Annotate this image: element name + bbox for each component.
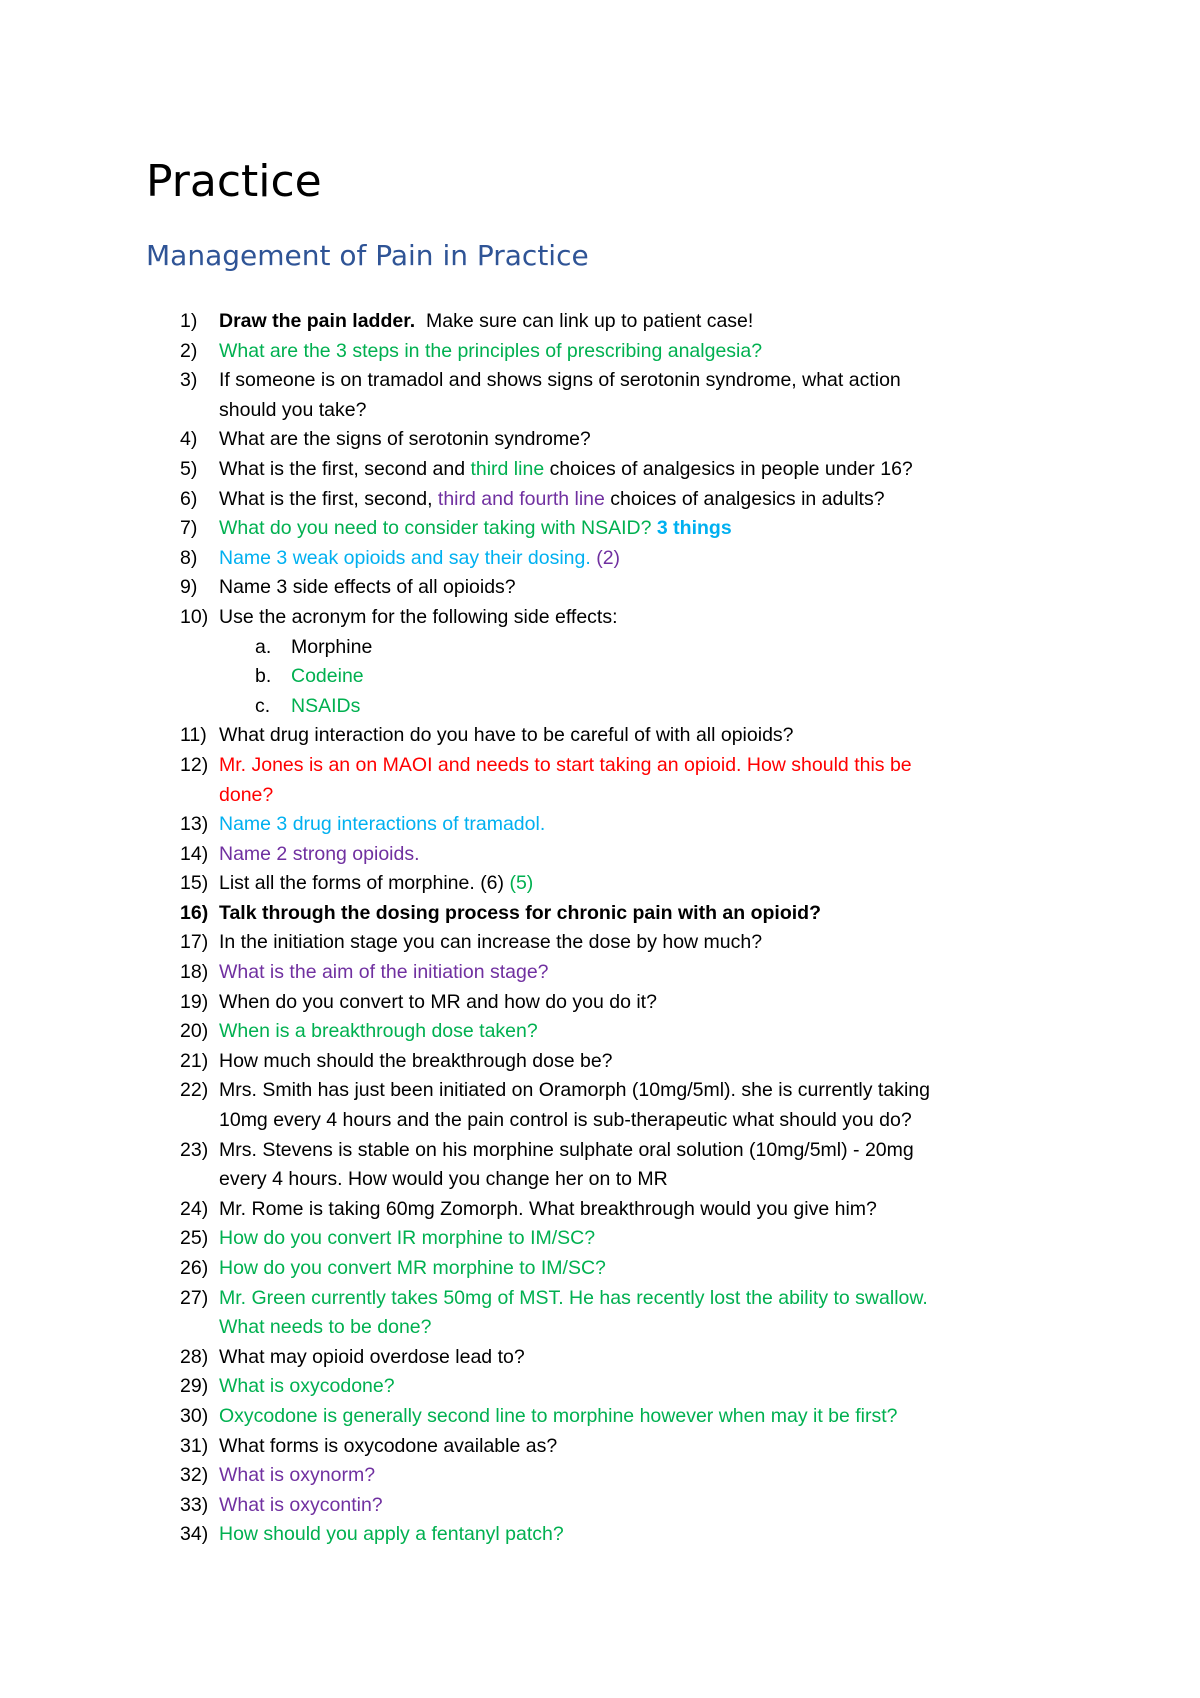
list-item <box>0 603 1200 633</box>
list-item <box>0 1195 1200 1225</box>
list-item-number: 31) <box>180 1434 209 1457</box>
list-item <box>0 1343 1200 1373</box>
text-segment: Use the acronym for the following side effects: <box>219 605 618 628</box>
list-item-text <box>219 1343 525 1373</box>
list-item-text <box>219 455 913 485</box>
text-segment: When do you convert to MR and how do you do it? <box>219 990 657 1013</box>
list-item-text <box>219 988 657 1018</box>
list-item-text <box>219 485 885 515</box>
list-item-number: 18) <box>180 961 209 984</box>
list-item-text <box>219 1017 538 1047</box>
list-item <box>0 958 1200 988</box>
list-item-text <box>219 1106 912 1136</box>
text-segment: Name 3 weak opioids and say their dosing. <box>219 546 597 569</box>
list-item-number: 3) <box>180 369 198 392</box>
list-item <box>0 751 1200 781</box>
list-item-text <box>219 899 821 929</box>
list-item-number: 25) <box>180 1227 209 1250</box>
list-item-text <box>219 396 366 426</box>
text-segment: Name 3 side effects of all opioids? <box>219 576 516 599</box>
list-item-text <box>219 1136 914 1166</box>
text-segment: What do you need to consider taking with NSAID? <box>219 517 657 540</box>
text-segment: What is the first, second, <box>219 487 438 510</box>
list-item-number: 12) <box>180 753 209 776</box>
list-item <box>0 1520 1200 1550</box>
text-segment: Oxycodone is generally second line to morphine however when may it be first? <box>219 1404 898 1427</box>
list-item <box>0 1491 1200 1521</box>
list-item <box>0 1432 1200 1462</box>
list-item-text <box>219 1461 375 1491</box>
list-item-text <box>219 366 901 396</box>
list-item-number: 2) <box>180 339 198 362</box>
text-segment: Morphine <box>291 635 373 658</box>
list-item-number: 5) <box>180 457 198 480</box>
list-item <box>0 1076 1200 1106</box>
list-item-continuation <box>0 781 1200 811</box>
list-item-text <box>219 958 549 988</box>
list-item-text <box>219 544 620 574</box>
list-item-number: 17) <box>180 931 209 954</box>
text-segment: What drug interaction do you have to be careful of with all opioids? <box>219 724 794 747</box>
text-segment: When is a breakthrough dose taken? <box>219 1020 538 1043</box>
list-item-text <box>219 1372 395 1402</box>
text-segment: If someone is on tramadol and shows signs of serotonin syndrome, what action <box>219 369 901 392</box>
list-item-text <box>219 307 753 337</box>
list-item-text <box>219 810 545 840</box>
text-segment: Mrs. Smith has just been initiated on Oramorph (10mg/5ml). she is currently taking <box>219 1079 930 1102</box>
list-item-text <box>219 840 420 870</box>
list-item-number: 4) <box>180 428 198 451</box>
list-item-text <box>219 337 762 367</box>
list-item <box>0 1224 1200 1254</box>
text-segment: Mr. Jones is an on MAOI and needs to start taking an opioid. How should this be <box>219 753 912 776</box>
text-segment: Name 2 strong opioids. <box>219 842 420 865</box>
text-segment: every 4 hours. How would you change her on to MR <box>219 1168 668 1191</box>
list-item-text <box>219 1491 383 1521</box>
list-item <box>0 869 1200 899</box>
list-item-number: 33) <box>180 1493 209 1516</box>
list-item-text <box>219 1313 432 1343</box>
list-item <box>0 307 1200 337</box>
list-item <box>0 810 1200 840</box>
list-item-continuation <box>0 1313 1200 1343</box>
list-item-text <box>219 514 732 544</box>
text-segment: choices of analgesics in adults? <box>604 487 885 510</box>
list-item-number: 7) <box>180 517 198 540</box>
list-item-number: 20) <box>180 1020 209 1043</box>
list-item-number: 21) <box>180 1049 209 1072</box>
list-item-number: c. <box>255 694 271 717</box>
text-segment: How much should the breakthrough dose be? <box>219 1049 613 1072</box>
text-segment: Mr. Green currently takes 50mg of MST. He has recently lost the ability to swallow. <box>219 1286 928 1309</box>
text-segment: What are the 3 steps in the principles of prescribing analgesia? <box>219 339 763 362</box>
list-item-number: 23) <box>180 1138 209 1161</box>
list-item <box>0 899 1200 929</box>
list-item-continuation <box>0 1165 1200 1195</box>
text-segment: done? <box>219 783 274 806</box>
list-item <box>0 988 1200 1018</box>
list-item-text <box>219 425 591 455</box>
list-item-number: 30) <box>180 1404 209 1427</box>
list-item <box>0 514 1200 544</box>
list-item <box>0 337 1200 367</box>
list-item <box>0 455 1200 485</box>
list-item-text <box>219 1284 928 1314</box>
list-item-text <box>219 781 273 811</box>
text-segment: choices of analgesics in people under 16? <box>544 457 913 480</box>
list-item-text <box>291 692 360 722</box>
text-segment: third and fourth line <box>437 487 605 510</box>
list-item-number: 16) <box>180 901 209 924</box>
list-item-text <box>219 1520 564 1550</box>
list-item <box>0 1017 1200 1047</box>
text-segment: What are the signs of serotonin syndrome? <box>219 428 591 451</box>
list-item-number: 29) <box>180 1375 209 1398</box>
list-item-number: a. <box>255 635 272 658</box>
page-title: Practice <box>146 156 322 207</box>
text-segment: third line <box>470 457 545 480</box>
text-segment: (2) <box>596 546 621 569</box>
list-item-number: 28) <box>180 1345 209 1368</box>
text-segment: What needs to be done? <box>219 1316 432 1339</box>
list-item-number: 10) <box>180 605 209 628</box>
list-item <box>0 840 1200 870</box>
list-item-text <box>291 633 372 663</box>
text-segment: What is the aim of the initiation stage? <box>219 961 549 984</box>
list-item-text <box>219 751 912 781</box>
list-item <box>0 1461 1200 1491</box>
list-item-text <box>219 928 762 958</box>
text-segment: Mrs. Stevens is stable on his morphine sulphate oral solution (10mg/5ml) - 20mg <box>219 1138 914 1161</box>
list-item-number: 8) <box>180 546 198 569</box>
sub-list-item <box>0 662 1200 692</box>
text-segment: Talk through the dosing process for chronic pain with an opioid? <box>219 901 821 924</box>
list-item <box>0 1402 1200 1432</box>
list-item-text <box>219 1254 606 1284</box>
text-segment: What forms is oxycodone available as? <box>219 1434 558 1457</box>
list-item <box>0 573 1200 603</box>
list-item-continuation <box>0 1106 1200 1136</box>
list-item-text <box>219 869 533 899</box>
list-item-text <box>219 1195 877 1225</box>
list-item-text <box>291 662 364 692</box>
list-item <box>0 425 1200 455</box>
text-segment: What is oxycontin? <box>219 1493 383 1516</box>
sub-list-item <box>0 692 1200 722</box>
list-item-text <box>219 1432 557 1462</box>
list-item-number: 27) <box>180 1286 209 1309</box>
list-item <box>0 1047 1200 1077</box>
list-item-number: 6) <box>180 487 198 510</box>
list-item-number: 1) <box>180 310 198 332</box>
list-item-number: 22) <box>180 1079 209 1102</box>
text-segment: NSAIDs <box>291 694 361 717</box>
list-item-number: b. <box>255 665 272 688</box>
text-segment: Codeine <box>291 665 364 688</box>
list-item <box>0 485 1200 515</box>
list-item <box>0 1136 1200 1166</box>
list-item <box>0 928 1200 958</box>
list-item-text <box>219 1047 613 1077</box>
text-segment: In the initiation stage you can increase the dose by how much? <box>219 931 763 954</box>
list-item-text <box>219 1224 595 1254</box>
list-item <box>0 544 1200 574</box>
text-segment: should you take? <box>219 398 367 421</box>
list-item-number: 32) <box>180 1464 209 1487</box>
text-segment: What may opioid overdose lead to? <box>219 1345 525 1368</box>
list-item <box>0 1254 1200 1284</box>
list-item-number: 11) <box>180 724 207 747</box>
text-segment: How do you convert IR morphine to IM/SC? <box>219 1227 596 1250</box>
text-segment: 10mg every 4 hours and the pain control is sub-therapeutic what should you do? <box>219 1109 912 1132</box>
list-item-number: 24) <box>180 1197 209 1220</box>
list-item-number: 26) <box>180 1257 209 1279</box>
text-segment: (5) <box>509 872 534 895</box>
list-item-text <box>219 573 516 603</box>
text-segment: Make sure can link up to patient case! <box>415 310 754 332</box>
text-segment: How should you apply a fentanyl patch? <box>219 1523 564 1546</box>
list-item-number: 14) <box>180 842 209 865</box>
text-segment: Draw the pain ladder. <box>219 310 416 332</box>
list-item-text <box>219 603 618 633</box>
list-item-number: 34) <box>180 1523 209 1546</box>
list-item-text <box>219 1402 898 1432</box>
list-item <box>0 366 1200 396</box>
question-list <box>0 307 1200 1550</box>
text-segment: Name 3 drug interactions of tramadol. <box>219 813 546 836</box>
text-segment: 3 things <box>656 517 732 540</box>
text-segment: What is the first, second and <box>219 457 471 480</box>
text-segment: Mr. Rome is taking 60mg Zomorph. What breakthrough would you give him? <box>219 1197 877 1220</box>
list-item-text <box>219 1165 668 1195</box>
list-item-text <box>219 721 794 751</box>
list-item-number: 15) <box>180 872 209 895</box>
sub-list-item <box>0 633 1200 663</box>
list-item-number: 19) <box>180 990 209 1013</box>
list-item-text <box>219 1076 930 1106</box>
text-segment: What is oxynorm? <box>219 1464 376 1487</box>
list-item-continuation <box>0 396 1200 426</box>
list-item-number: 9) <box>180 576 198 599</box>
section-heading: Management of Pain in Practice <box>146 239 589 272</box>
list-item <box>0 1372 1200 1402</box>
list-item <box>0 1284 1200 1314</box>
text-segment: List all the forms of morphine. (6) <box>219 872 510 895</box>
text-segment: What is oxycodone? <box>219 1375 395 1398</box>
list-item-number: 13) <box>180 813 209 836</box>
list-item <box>0 721 1200 751</box>
text-segment: How do you convert MR morphine to IM/SC? <box>219 1257 606 1279</box>
